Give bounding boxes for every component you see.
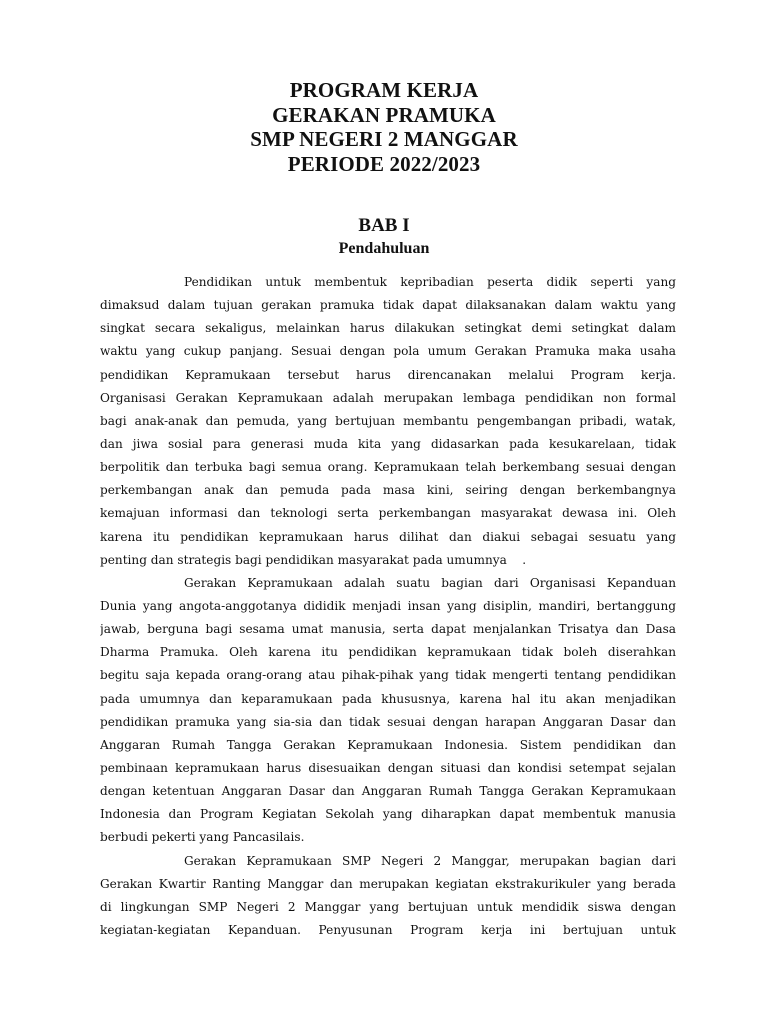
chapter-heading [0, 215, 768, 259]
text-line: begitu saja kepada orang-orang atau pihak-pihak yang tidak mengerti tentang pendidikan [100, 668, 676, 683]
chapter-subtitle: Pendahuluan [338, 240, 430, 257]
text-line: Gerakan Kepramukaan SMP Negeri 2 Manggar, merupakan bagian dari [184, 853, 676, 868]
title-line: PERIODE 2022/2023 [287, 151, 481, 176]
text-line: pembinaan kepramukaan harus disesuaikan dengan situasi dan kondisi setempat sejalan [100, 760, 676, 775]
text-line: di lingkungan SMP Negeri 2 Manggar yang bertujuan untuk mendidik siswa dengan [100, 899, 676, 914]
text-line: penting dan strategis bagi pendidikan masyarakat pada umumnya . [100, 552, 527, 567]
text-line: Indonesia dan Program Kegiatan Sekolah yang diharapkan dapat membentuk manusia [100, 807, 676, 822]
text-line: karena itu pendidikan kepramukaan harus dilihat dan diakui sebagai sesuatu yang [100, 529, 676, 544]
text-line: Dharma Pramuka. Oleh karena itu pendidikan kepramukaan tidak boleh diserahkan [100, 645, 676, 660]
text-line: dengan ketentuan Anggaran Dasar dan Anggaran Rumah Tangga Gerakan Kepramukaan [100, 784, 676, 799]
paragraph-2 [100, 572, 676, 850]
text-line: dimaksud dalam tujuan gerakan pramuka tidak dapat dilaksanakan dalam waktu yang [100, 298, 676, 313]
text-line: Organisasi Gerakan Kepramukaan adalah merupakan lembaga pendidikan non formal [100, 390, 676, 405]
document-title [0, 78, 768, 176]
text-line: Gerakan Kepramukaan adalah suatu bagian dari Organisasi Kepanduan [184, 575, 676, 590]
text-line: berbudi pekerti yang Pancasilais. [100, 830, 305, 845]
title-line: SMP NEGERI 2 MANGGAR [250, 127, 518, 151]
text-line: Anggaran Rumah Tangga Gerakan Kepramukaan Indonesia. Sistem pendidikan dan [100, 737, 676, 752]
paragraph-3 [100, 850, 676, 943]
text-line: singkat secara sekaligus, melainkan harus dilakukan setingkat demi setingkat dalam [100, 321, 676, 336]
text-line: pada umumnya dan keparamukaan pada khususnya, karena hal itu akan menjadikan [100, 691, 676, 706]
text-line: Dunia yang angota-anggotanya dididik menjadi insan yang disiplin, mandiri, bertanggung [100, 598, 676, 613]
title-line: GERAKAN PRAMUKA [272, 102, 496, 127]
text-line: bagi anak-anak dan pemuda, yang bertujuan membantu pengembangan pribadi, watak, [100, 413, 676, 428]
text-line: kegiatan-kegiatan Kepanduan. Penyusunan Program kerja ini bertujuan untuk [100, 922, 676, 937]
text-line: berpolitik dan terbuka bagi semua orang. Kepramukaan telah berkembang sesuai dengan [100, 460, 676, 475]
text-line: kemajuan informasi dan teknologi serta perkembangan masyarakat dewasa ini. Oleh [100, 506, 676, 521]
text-line: pendidikan pramuka yang sia-sia dan tidak sesuai dengan harapan Anggaran Dasar dan [100, 714, 676, 729]
text-line: jawab, berguna bagi sesama umat manusia, serta dapat menjalankan Trisatya dan Dasa [100, 622, 676, 637]
text-line: Gerakan Kwartir Ranting Manggar dan merupakan kegiatan ekstrakurikuler yang berada [100, 876, 676, 891]
text-line: pendidikan Kepramukaan tersebut harus direncanakan melalui Program kerja. [100, 367, 676, 382]
text-line: Pendidikan untuk membentuk kepribadian peserta didik seperti yang [184, 275, 676, 289]
text-line: perkembangan anak dan pemuda pada masa kini, seiring dengan berkembangnya [100, 483, 676, 498]
text-line: waktu yang cukup panjang. Sesuai dengan pola umum Gerakan Pramuka maka usaha [100, 344, 676, 359]
paragraph-1 [100, 271, 676, 572]
title-line: PROGRAM KERJA [289, 78, 479, 102]
body-text [100, 271, 676, 942]
text-line: dan jiwa sosial para generasi muda kita yang didasarkan pada kesukarelaan, tidak [100, 436, 676, 451]
chapter-title: BAB I [358, 215, 410, 236]
